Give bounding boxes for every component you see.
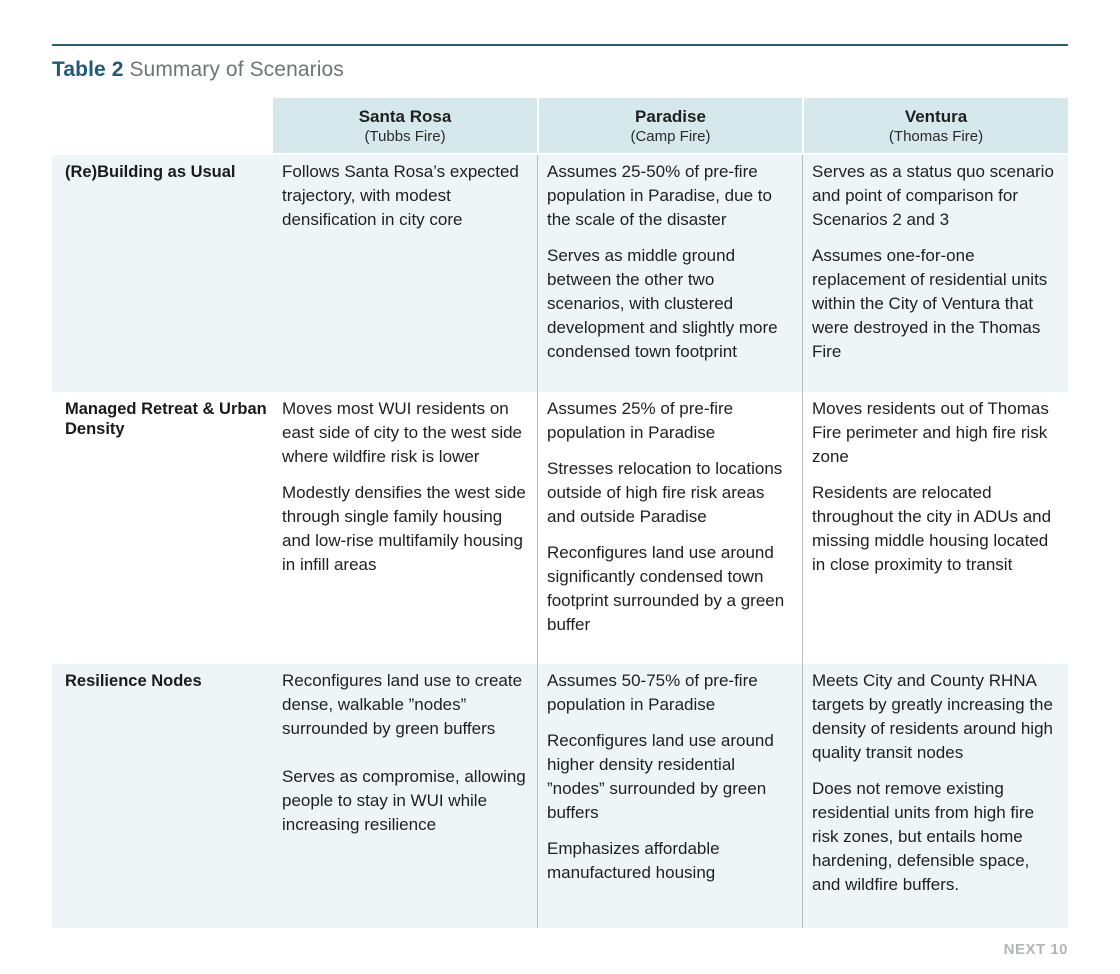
- cell-paragraph: Follows Santa Rosa’s expected trajectory, with modest densification in city core: [282, 162, 519, 229]
- table-number: Table 2: [52, 58, 124, 81]
- cell-paragraph: Serves as a status quo scenario and point of comparison for Scenarios 2 and 3: [812, 162, 1054, 229]
- row-label: (Re)Building as Usual: [65, 163, 236, 181]
- column-subtitle: (Tubbs Fire): [364, 128, 446, 145]
- cell-paragraph: Moves residents out of Thomas Fire perimeter and high fire risk zone: [812, 399, 1049, 466]
- top-rule: [52, 44, 1068, 46]
- cell-paragraph: Emphasizes affordable manufactured housing: [547, 839, 720, 882]
- column-subtitle: (Thomas Fire): [888, 128, 984, 145]
- table-cell-paradise: [537, 392, 802, 664]
- cell-paragraph: Assumes 25% of pre-fire population in Paradise: [547, 399, 734, 442]
- cell-paragraph: Serves as middle ground between the other two scenarios, with clustered development and slightly more condensed town footprint: [547, 246, 778, 361]
- cell-paragraph: Stresses relocation to locations outside of high fire risk areas and outside Paradise: [547, 459, 783, 526]
- table-cell-ventura: [802, 664, 1068, 928]
- table-header: [273, 98, 1068, 153]
- column-name: Ventura: [904, 107, 968, 126]
- table-cell-paradise: [537, 664, 802, 928]
- cell-paragraph: Moves most WUI residents on east side of city to the west side where wildfire risk is lower: [282, 399, 523, 466]
- cell-paragraph: Meets City and County RHNA targets by greatly increasing the density of residents around high quality transit nodes: [812, 671, 1053, 762]
- footer-brand: NEXT 10: [1003, 941, 1068, 958]
- table-cell-ventura: [802, 392, 1068, 664]
- row-label: Resilience Nodes: [65, 672, 202, 690]
- cell-paragraph: Residents are relocated throughout the city in ADUs and missing middle housing located in close proximity to transit: [812, 483, 1052, 574]
- table-cell-santa-rosa: [273, 664, 537, 928]
- column-subtitle: (Camp Fire): [630, 128, 711, 145]
- table-cell-santa-rosa: [273, 392, 537, 664]
- cell-paragraph: Reconfigures land use to create dense, walkable ”nodes” surrounded by green buffers: [282, 671, 523, 738]
- table-title-text: Summary of Scenarios: [129, 58, 344, 81]
- cell-paragraph: Assumes 50-75% of pre-fire population in Paradise: [547, 671, 758, 714]
- column-header-ventura: [802, 98, 1068, 153]
- table-row-resilience-nodes: [52, 664, 1068, 928]
- table-cell-santa-rosa: [273, 155, 537, 392]
- cell-paragraph: Assumes one-for-one replacement of residential units within the City of Ventura that were destroyed in the Thomas Fire: [812, 246, 1048, 361]
- cell-paragraph: Modestly densifies the west side through single family housing and low-rise multifamily housing in infill areas: [282, 483, 526, 574]
- cell-paragraph: Serves as compromise, allowing people to stay in WUI while increasing resilience: [282, 767, 526, 834]
- table-row-managed-retreat: [52, 392, 1068, 664]
- column-header-santa-rosa: [273, 98, 537, 153]
- column-name: Paradise: [635, 107, 706, 126]
- table-row-rebuilding-as-usual: [52, 155, 1068, 392]
- cell-paragraph: Does not remove existing residential units from high fire risk zones, but entails home hardening, defensible space, and wildfire buffers.: [812, 779, 1035, 894]
- table-title: [52, 58, 344, 82]
- column-header-paradise: [537, 98, 802, 153]
- table-cell-ventura: [802, 155, 1068, 392]
- cell-paragraph: Reconfigures land use around significantly condensed town footprint surrounded by a green buffer: [547, 543, 785, 634]
- cell-paragraph: Assumes 25-50% of pre-fire population in Paradise, due to the scale of the disaster: [547, 162, 772, 229]
- row-label: Managed Retreat & Urban Density: [65, 400, 267, 438]
- column-name: Santa Rosa: [358, 107, 452, 126]
- table-cell-paradise: [537, 155, 802, 392]
- cell-paragraph: Reconfigures land use around higher density residential ”nodes” surrounded by green buffers: [547, 731, 774, 822]
